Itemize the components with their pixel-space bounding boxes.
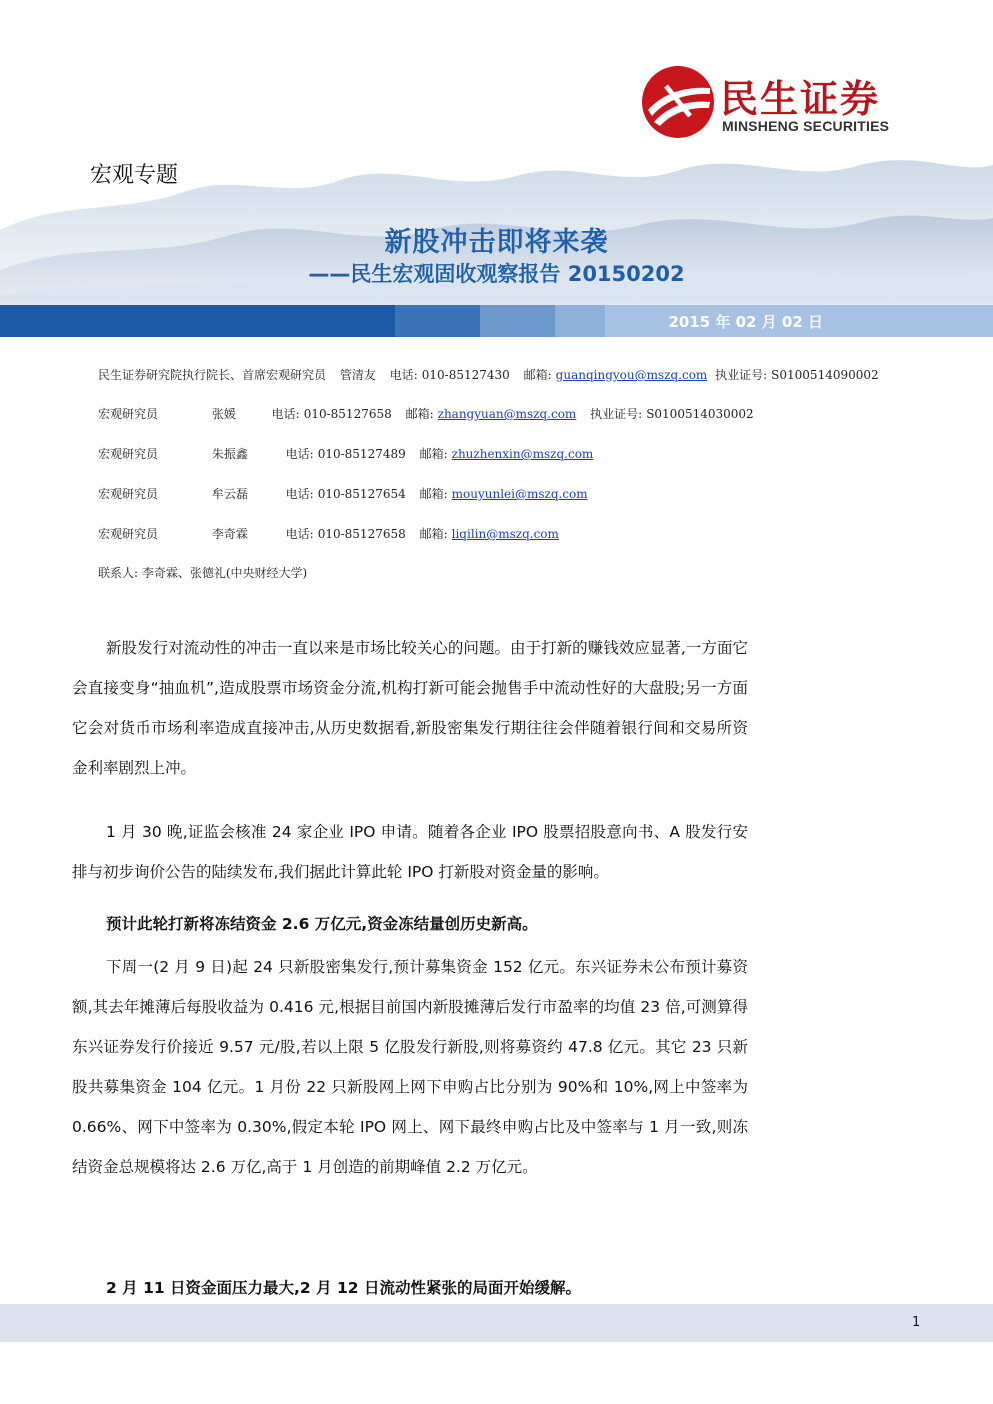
phone-label: 电话: xyxy=(285,527,314,541)
report-subtitle: ——民生宏观固收观察报告 20150202 xyxy=(308,262,685,286)
analyst-role: 宏观研究员 xyxy=(98,407,159,421)
logo-name-en: MINSHENG SECURITIES xyxy=(722,118,890,134)
analyst-name: 张媛 xyxy=(211,407,236,421)
report-title: 新股冲击即将来袭 xyxy=(384,227,609,258)
date-bar xyxy=(0,305,993,337)
analyst-row xyxy=(98,485,598,502)
analyst-name: 管清友 xyxy=(339,368,376,382)
report-category: 宏观专题 xyxy=(90,163,179,188)
analyst-role: 宏观研究员 xyxy=(98,447,159,461)
analyst-role: 民生证券研究院执行院长、首席宏观研究员 xyxy=(98,368,327,382)
analyst-phone: 010-85127658 xyxy=(303,407,392,421)
paragraph-ipo-approval: 1 月 30 晚,证监会核准 24 家企业 IPO 申请。随着各企业 IPO 股票招股意向书、A 股发行安排与初步询价公告的陆续发布,我们据此计算此轮 IPO 打新股对资金量的影响。 xyxy=(72,823,748,881)
phone-label: 电话: xyxy=(285,487,314,501)
analyst-name: 李奇霖 xyxy=(211,527,248,541)
analyst-name: 牟云磊 xyxy=(211,487,248,501)
analyst-email-link[interactable]: mouyunlei@mszq.com xyxy=(451,487,588,501)
analyst-phone: 010-85127658 xyxy=(317,527,406,541)
email-label: 邮箱: xyxy=(419,527,448,541)
page-number: 1 xyxy=(912,1315,921,1330)
license-label: 执业证号: xyxy=(590,407,643,421)
footer-bar xyxy=(0,1304,993,1342)
analyst-phone: 010-85127489 xyxy=(317,447,406,461)
analyst-license: S0100514030002 xyxy=(646,407,754,421)
analyst-row xyxy=(98,525,569,542)
email-label: 邮箱: xyxy=(419,487,448,501)
phone-label: 电话: xyxy=(389,368,418,382)
analyst-phone: 010-85127430 xyxy=(421,368,510,382)
analyst-role: 宏观研究员 xyxy=(98,527,159,541)
report-date: 2015 年 02 月 02 日 xyxy=(668,313,823,331)
paragraph-intro: 新股发行对流动性的冲击一直以来是市场比较关心的问题。由于打新的赚钱效应显著,一方面它会直接变身“抽血机”,造成股票市场资金分流,机构打新可能会抛售手中流动性好的大盘股;另一方面它会对货币市场利率造成直接冲击,从历史数据看,新股密集发行期往往会伴随着银行间和交易所资金利率剧烈上冲。 xyxy=(72,639,748,777)
contact-line: 联系人: 李奇霖、张德礼(中央财经大学) xyxy=(98,566,308,580)
phone-label: 电话: xyxy=(285,447,314,461)
company-logo xyxy=(640,64,930,144)
analyst-phone: 010-85127654 xyxy=(317,487,406,501)
analyst-name: 朱振鑫 xyxy=(211,447,248,461)
analyst-role: 宏观研究员 xyxy=(98,487,159,501)
email-label: 邮箱: xyxy=(523,368,552,382)
email-label: 邮箱: xyxy=(419,447,448,461)
analyst-row xyxy=(98,366,889,383)
analyst-email-link[interactable]: guanqingyou@mszq.com xyxy=(555,368,708,382)
license-label: 执业证号: xyxy=(715,368,768,382)
key-finding-2: 2 月 11 日资金面压力最大,2 月 12 日流动性紧张的局面开始缓解。 xyxy=(106,1279,581,1297)
analyst-email-link[interactable]: zhangyuan@mszq.com xyxy=(437,407,577,421)
analyst-email-link[interactable]: zhuzhenxin@mszq.com xyxy=(451,447,594,461)
analyst-license: S0100514090002 xyxy=(771,368,879,382)
email-label: 邮箱: xyxy=(405,407,434,421)
analyst-row xyxy=(98,405,764,422)
key-finding-1: 预计此轮打新将冻结资金 2.6 万亿元,资金冻结量创历史新高。 xyxy=(106,915,538,933)
paragraph-fund-estimate: 下周一(2 月 9 日)起 24 只新股密集发行,预计募集资金 152 亿元。东兴证券未公布预计募资额,其去年摊薄后每股收益为 0.416 元,根据目前国内新股摊薄后发行市盈率的均值 23 倍,可测算得东兴证券发行价接近 9.57 元/股,若以上限 5 亿股发行新股,则将募资约 47.8 亿元。其它 23 只新股共募集资金 104 亿元。1 月份 22 只新股网上网下申购占比分别为 90%和 10%,网上中签率为 0.66%、网下中签率为 0.30%,假定本轮 IPO 网上、网下最终申购占比及中签率与 1 月一致,则冻结资金总规模将达 2.6 万亿,高于 1 月创造的前期峰值 2.2 万亿元。 xyxy=(72,958,748,1176)
analyst-row xyxy=(98,445,603,462)
logo-name-cn: 民生证券 xyxy=(720,77,881,121)
minsheng-logo-icon xyxy=(640,64,716,140)
phone-label: 电话: xyxy=(271,407,300,421)
analyst-email-link[interactable]: liqilin@mszq.com xyxy=(451,527,559,541)
